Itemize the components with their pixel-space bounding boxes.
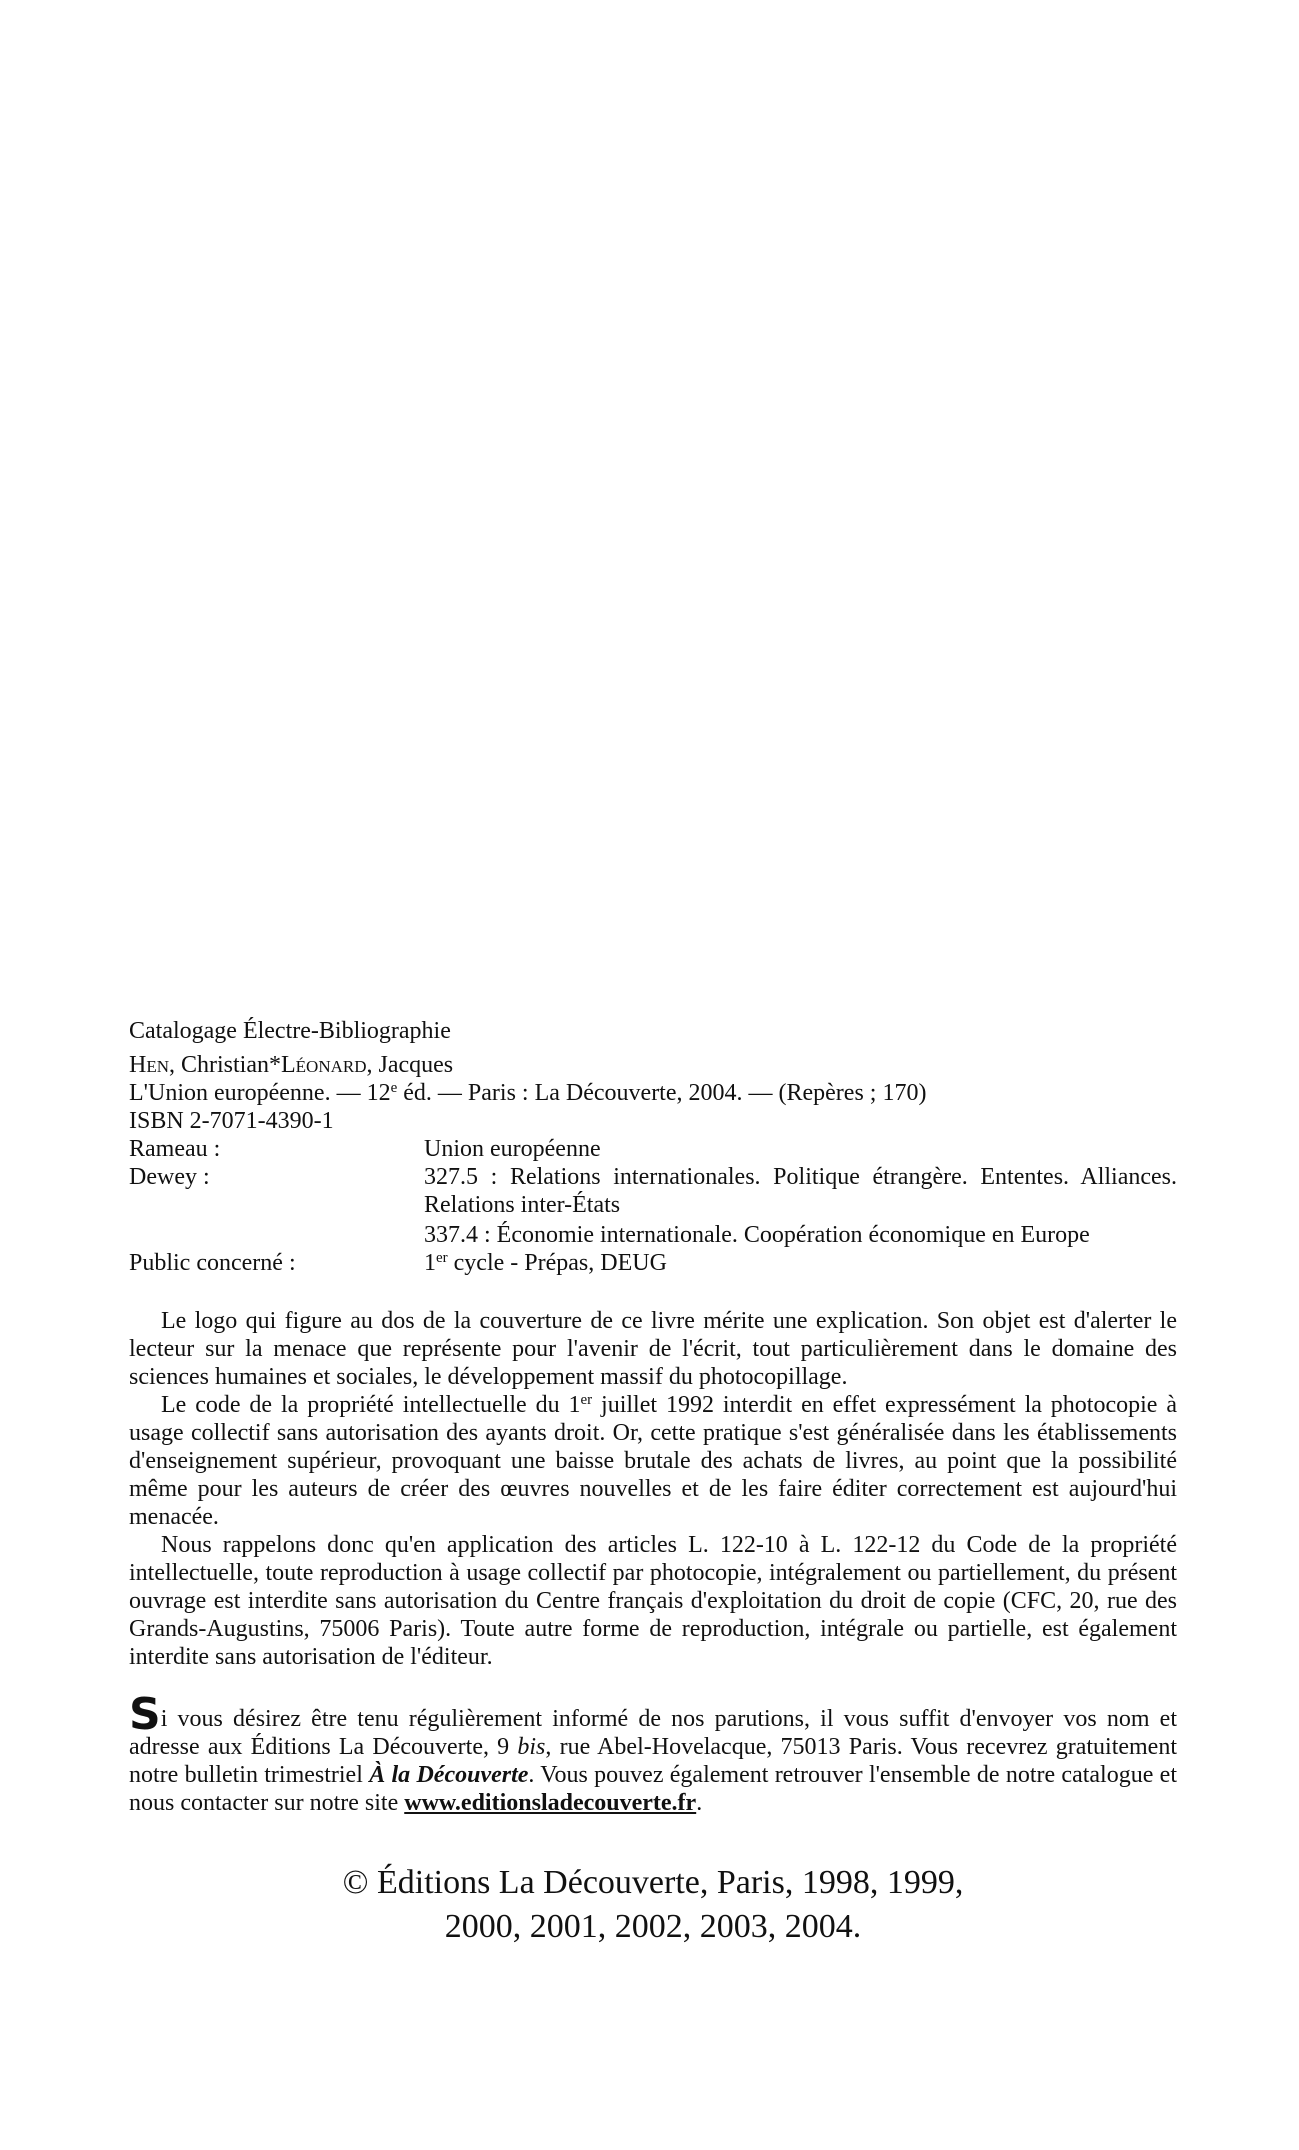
notice-paragraph-1: Le logo qui figure au dos de la couverture de ce livre mérite une explication. Son objet est d'alerter le lecteur sur la menace que représente pour l'avenir de l'écrit, tout particulièrement dans le domaine des sciences humaines et sociales, le développement massif du photocopillage. bbox=[129, 1308, 1177, 1390]
dewey-label: Dewey : bbox=[129, 1164, 210, 1190]
rameau-row bbox=[129, 1135, 1177, 1163]
author2-last-name: Léonard bbox=[281, 1052, 367, 1078]
info-text-a: i vous désirez être tenu régulièrement informé de nos parutions, il vous suffit d'envoyer vos nom et adresse aux Éditions La Découverte, 9 bbox=[129, 1706, 1177, 1760]
notice-p2-end: juillet 1992 interdit en effet expressément la photocopie à usage collectif sans autorisation des ayants droit. Or, cette pratique s'est généralisée dans les établissements d'enseignement supérieur, provoquant une baisse brutale des achats de livres, au point que la possibilité même pour les auteurs de créer des œuvres nouvelles et de les faire éditer correctement est aujourd'hui menacée. bbox=[129, 1392, 1177, 1530]
website-link[interactable]: www.editionsladecouverte.fr bbox=[404, 1790, 697, 1816]
title-text-rest: éd. — Paris : La Découverte, 2004. — (Repères ; 170) bbox=[397, 1080, 927, 1106]
public-superscript: er bbox=[436, 1250, 448, 1266]
catalogue-header: Catalogage Électre-Bibliographie bbox=[129, 1018, 451, 1044]
title-text: L'Union européenne. — 12 bbox=[129, 1080, 391, 1106]
author2-first-name: , Jacques bbox=[366, 1052, 454, 1078]
dewey-values bbox=[424, 1163, 1177, 1249]
catalogue-title-line bbox=[129, 1079, 1177, 1107]
public-row bbox=[129, 1249, 1177, 1277]
public-value bbox=[424, 1249, 1177, 1277]
drop-cap: S bbox=[129, 1689, 161, 1740]
info-bis: bis bbox=[517, 1734, 546, 1760]
public-label: Public concerné : bbox=[129, 1250, 296, 1276]
dewey-entry-1: 327.5 : Relations internationales. Politique étrangère. Ententes. Alliances. Relations inter-États bbox=[424, 1164, 1177, 1218]
notice-p2-start: Le code de la propriété intellectuelle du 1 bbox=[161, 1392, 581, 1418]
info-paragraph bbox=[129, 1689, 1178, 1817]
notice-paragraph-2 bbox=[129, 1391, 1177, 1531]
dewey-entry-2: 337.4 : Économie internationale. Coopération économique en Europe bbox=[424, 1222, 1090, 1248]
author-separator: * bbox=[269, 1052, 281, 1078]
copyright-notice bbox=[129, 1861, 1177, 1949]
copyright-line-2: 2000, 2001, 2002, 2003, 2004. bbox=[444, 1908, 862, 1945]
copyright-line-1: © Éditions La Découverte, Paris, 1998, 1999, bbox=[342, 1864, 964, 1901]
notice-paragraph-3: Nous rappelons donc qu'en application des articles L. 122-10 à L. 122-12 du Code de la propriété intellectuelle, toute reproduction à usage collectif par photocopie, intégralement ou partiellement, du présent ouvrage est interdite sans autorisation du Centre français d'exploitation du droit de copie (CFC, 20, rue des Grands-Augustins, 75006 Paris). Toute autre forme de reproduction, intégrale ou partielle, est également interdite sans autorisation de l'éditeur. bbox=[129, 1532, 1177, 1670]
catalogue-isbn: ISBN 2-7071-4390-1 bbox=[129, 1108, 334, 1134]
dewey-row bbox=[129, 1163, 1177, 1249]
rameau-label: Rameau : bbox=[129, 1136, 221, 1162]
author1-first-name: , Christian bbox=[169, 1052, 269, 1078]
edition-superscript: e bbox=[390, 1080, 398, 1096]
copyright-page bbox=[129, 1017, 1177, 1949]
author1-last-name: Hen bbox=[129, 1052, 169, 1078]
public-value-number: 1 bbox=[424, 1250, 436, 1276]
public-value-rest: cycle - Prépas, DEUG bbox=[447, 1250, 667, 1276]
notice-p2-superscript: er bbox=[580, 1392, 593, 1408]
info-text-d: . bbox=[696, 1790, 703, 1816]
catalogue-authors bbox=[129, 1051, 1177, 1079]
rameau-value: Union européenne bbox=[424, 1136, 601, 1162]
bulletin-title: À la Découverte bbox=[369, 1762, 529, 1788]
info-text-b: , rue Abel-Hovelacque, 75013 Paris. Vous recevrez gratuitement notre bulletin trimestriel bbox=[129, 1734, 1177, 1788]
photocopy-notice bbox=[129, 1307, 1177, 1671]
info-text-c: . Vous pouvez également retrouver l'ensemble de notre catalogue et nous contacter sur notre site bbox=[129, 1762, 1178, 1816]
